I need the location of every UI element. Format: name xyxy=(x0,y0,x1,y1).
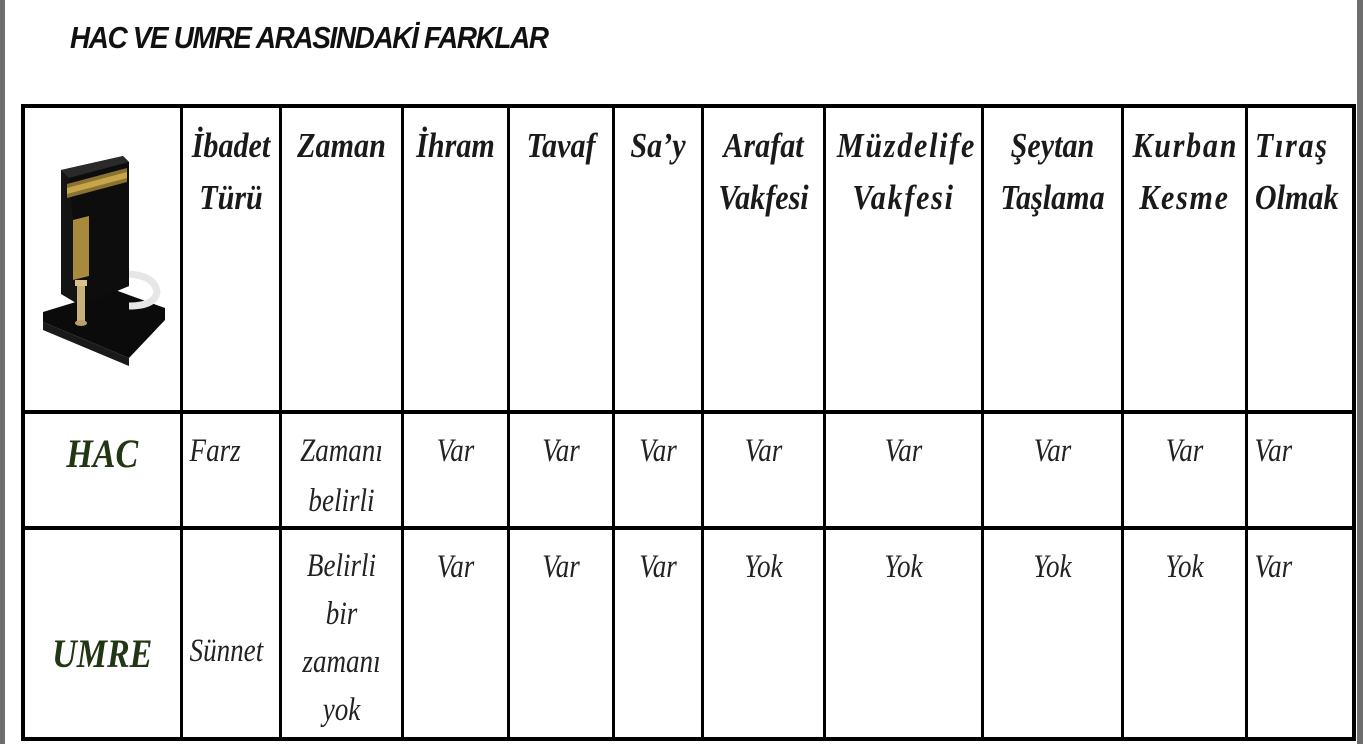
header-label: Olmak xyxy=(1254,178,1339,217)
table-cell xyxy=(181,412,280,528)
cell-value: Var xyxy=(1254,549,1292,585)
table-cell xyxy=(702,412,824,528)
cell-value: Yok xyxy=(1032,549,1072,585)
row-label-cell xyxy=(23,528,181,739)
header-label: Sa’y xyxy=(629,126,686,165)
header-label: Vakfesi xyxy=(851,178,955,217)
table-cell xyxy=(824,412,982,528)
cell-value: zamanı xyxy=(301,644,381,680)
window-left-border xyxy=(0,0,5,744)
comparison-table xyxy=(21,104,1356,741)
cell-value: Var xyxy=(638,433,677,469)
cell-value: Var xyxy=(1254,433,1292,469)
cell-value: Var xyxy=(541,433,580,469)
cell-value: Var xyxy=(1033,433,1071,469)
cell-value: bir xyxy=(325,596,357,632)
header-muzdelife-vakfesi xyxy=(824,106,982,412)
table-cell xyxy=(1246,528,1354,739)
header-label: İbadet xyxy=(191,126,270,165)
kaaba-cell xyxy=(23,106,181,412)
header-zaman xyxy=(280,106,402,412)
table-cell xyxy=(280,528,402,739)
cell-value: Var xyxy=(541,549,580,585)
table-row-umre xyxy=(23,528,1354,739)
row-label: UMRE xyxy=(52,631,153,676)
table-cell xyxy=(1246,412,1354,528)
header-ihram xyxy=(402,106,508,412)
cell-value: Belirli xyxy=(306,548,376,584)
table-cell xyxy=(508,528,613,739)
table-cell xyxy=(402,528,508,739)
cell-value: Var xyxy=(436,549,474,585)
cell-value: Var xyxy=(884,433,922,469)
header-tiras-olmak xyxy=(1246,106,1354,412)
header-row xyxy=(23,106,1354,412)
cell-value: belirli xyxy=(307,483,375,519)
cell-value: Var xyxy=(638,549,677,585)
cell-value: Var xyxy=(1165,433,1203,469)
header-label: Müzdelife xyxy=(836,126,976,165)
page-title: HAC VE UMRE ARASINDAKİ FARKLAR xyxy=(70,20,548,55)
cell-value: Yok xyxy=(883,549,923,585)
header-label: Arafat xyxy=(722,126,804,165)
cell-value: Zamanı xyxy=(299,433,383,469)
row-label-cell xyxy=(23,412,181,528)
table-cell xyxy=(1122,412,1246,528)
header-kurban-kesme xyxy=(1122,106,1246,412)
header-label: İhram xyxy=(415,126,495,165)
window-right-border xyxy=(1357,0,1363,744)
table-cell xyxy=(1122,528,1246,739)
table-cell xyxy=(982,412,1122,528)
table-cell xyxy=(613,528,702,739)
cell-value: Var xyxy=(744,433,782,469)
table-cell xyxy=(982,528,1122,739)
header-arafat-vakfesi xyxy=(702,106,824,412)
header-label: Tıraş xyxy=(1254,126,1329,165)
cell-value: Yok xyxy=(743,549,783,585)
header-label: Şeytan xyxy=(1010,126,1094,165)
table-cell xyxy=(702,528,824,739)
cell-value: Var xyxy=(436,433,474,469)
header-ibadet-turu xyxy=(181,106,280,412)
cell-value: yok xyxy=(322,692,360,728)
header-tavaf xyxy=(508,106,613,412)
cell-value: Sünnet xyxy=(189,633,263,669)
table-cell xyxy=(181,528,280,739)
cell-value: Farz xyxy=(189,433,241,469)
cell-value: Yok xyxy=(1164,549,1204,585)
table-cell xyxy=(402,412,508,528)
header-label: Taşlama xyxy=(999,178,1105,217)
header-seytan-taslama xyxy=(982,106,1122,412)
table-cell xyxy=(613,412,702,528)
header-label: Zaman xyxy=(296,126,386,165)
table-cell xyxy=(824,528,982,739)
table-cell xyxy=(280,412,402,528)
table-cell xyxy=(508,412,613,528)
header-label: Vakfesi xyxy=(717,178,809,217)
header-label: Tavaf xyxy=(525,126,596,165)
kaaba-icon xyxy=(25,108,183,410)
header-label: Türü xyxy=(198,178,263,217)
header-say xyxy=(613,106,702,412)
table-row-hac xyxy=(23,412,1354,528)
row-label: HAC xyxy=(66,431,139,476)
header-label: Kesme xyxy=(1138,178,1230,217)
header-label: Kurban xyxy=(1131,126,1238,165)
